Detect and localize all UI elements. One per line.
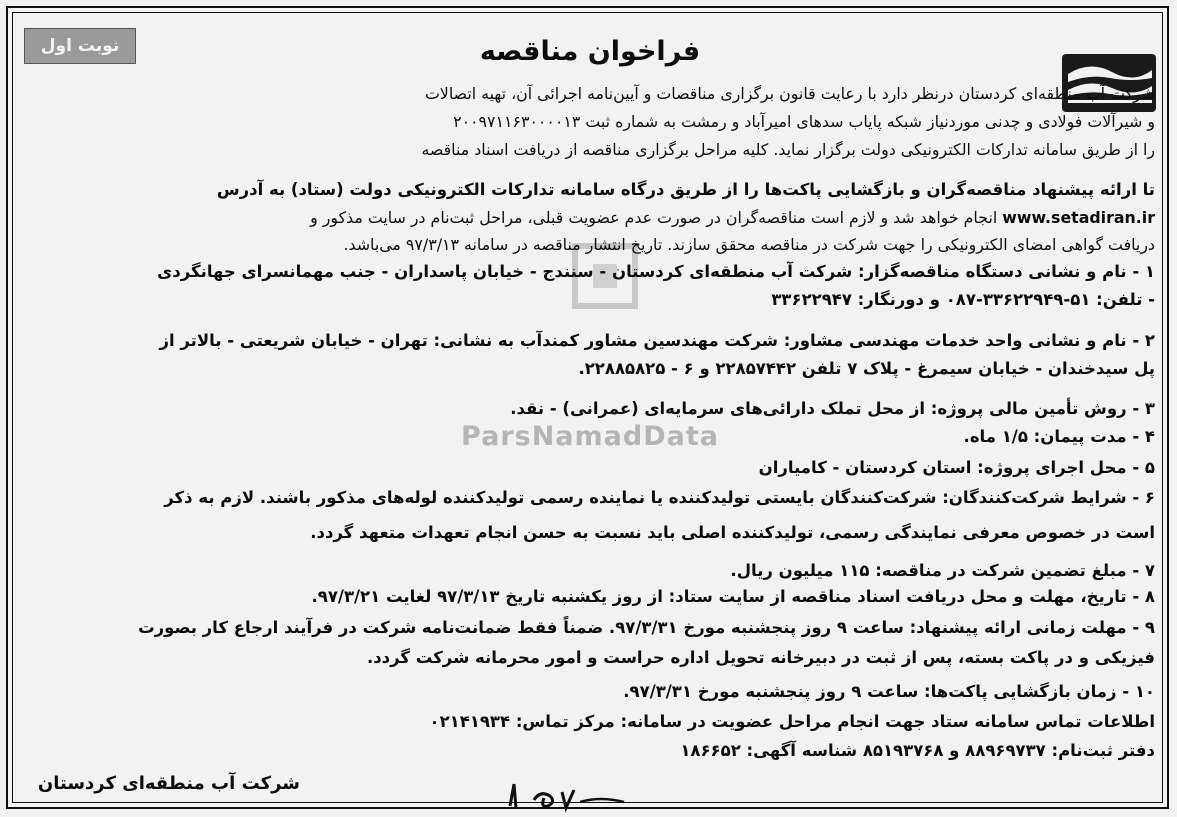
contact-info-line: اطلاعات تماس سامانه ستاد جهت انجام مراحل عضویت در سامانه: مرکز تماس: ۰۲۱۴۱۹۳۴ [429, 712, 1155, 731]
item-2-line-1: ۲ - نام و نشانی واحد خدمات مهندسی مشاور: شرکت مهندسین مشاور کمندآب به نشانی: تهران - خیابان شریعتی - بالاتر از [159, 331, 1155, 350]
item-9-line-2: فیزیکی و در پاکت بسته، پس از ثبت در دبیرخانه تحویل اداره حراست و امور محرمانه شرکت گردد. [366, 648, 1155, 667]
intro-line-5-text: انجام خواهد شد و لازم است مناقصه‌گران در صورت عدم عضویت قبلی، مراحل ثبت‌نام در سایت مذکور و [310, 208, 998, 227]
intro-line-3: را از طریق سامانه تدارکات الکترونیکی دولت برگزار نماید. کلیه مراحل برگزاری مناقصه از دریافت اسناد مناقصه [421, 140, 1155, 159]
item-7: ۷ - مبلغ تضمین شرکت در مناقصه: ۱۱۵ میلیون ریال. [730, 561, 1155, 580]
item-10: ۱۰ - زمان بازگشایی پاکت‌ها: ساعت ۹ روز پنجشنبه مورخ ۹۷/۳/۳۱. [623, 682, 1155, 701]
item-8: ۸ - تاریخ، مهلت و محل دریافت اسناد مناقصه از سایت ستاد: از روز یکشنبه تاریخ ۹۷/۳/۱۳ لغایت ۹۷/۳/۲۱. [311, 587, 1155, 606]
item-4: ۴ - مدت پیمان: ۱/۵ ماه. [963, 427, 1155, 446]
publication-round-stamp: نوبت اول [24, 28, 136, 64]
intro-line-1: شرکت آب منطقه‌ای کردستان درنظر دارد با رعایت قانون برگزاری مناقصات و آیین‌نامه اجرائی آن، تهیه اتصالات [424, 84, 1155, 103]
intro-line-4: تا ارائه پیشنهاد مناقصه‌گران و بازگشایی پاکت‌ها را از طریق درگاه سامانه تدارکات الکترونیکی دولت (ستاد) به آدرس [216, 180, 1155, 199]
item-1-line-1: ۱ - نام و نشانی دستگاه مناقصه‌گزار: شرکت آب منطقه‌ای کردستان - سنندج - خیابان پاسداران - جنب مهمانسرای جهانگردی [157, 262, 1155, 281]
item-6-line-1: ۶ - شرایط شرکت‌کنندگان: شرکت‌کنندگان بایستی تولیدکننده یا نماینده رسمی تولیدکننده لوله‌های مذکور باشند. لازم به ذکر [164, 488, 1155, 507]
intro-line-6: دریافت گواهی امضای الکترونیکی را جهت شرکت در مناقصه محقق سازند. تاریخ انتشار مناقصه در سامانه ۹۷/۳/۱۳ می‌باشد. [343, 235, 1155, 254]
item-5: ۵ - محل اجرای پروژه: استان کردستان - کامیاران [758, 458, 1155, 477]
tender-title: فراخوان مناقصه [479, 36, 701, 67]
item-9-line-1: ۹ - مهلت زمانی ارائه پیشنهاد: ساعت ۹ روز پنجشنبه مورخ ۹۷/۳/۳۱. ضمناً فقط ضمانت‌نامه شرکت در فرآیند ارجاع کار بصورت [138, 618, 1155, 637]
intro-line-5 [20, 204, 1155, 231]
handwritten-signature [500, 778, 630, 816]
item-2-line-2: پل سیدخندان - خیابان سیمرغ - پلاک ۷ تلفن ۲۲۸۵۷۴۴۲ و ۶ - ۲۲۸۸۵۸۲۵. [578, 359, 1155, 378]
intro-line-2: و شیرآلات فولادی و چدنی موردنیاز شبکه پایاب سدهای امیرآباد و رمشت به شماره ثبت ۲۰۰۹۷۱۱۶۳۰۰۰۰۱۳ [453, 112, 1155, 131]
footer-organization: شرکت آب منطقه‌ای کردستان [37, 773, 300, 794]
watermark-text: ParsNamadData [461, 421, 719, 452]
setadiran-url[interactable]: www.setadiran.ir [1002, 208, 1155, 227]
item-3: ۳ - روش تأمین مالی پروژه: از محل تملک دارائی‌های سرمایه‌ای (عمرانی) - نقد. [510, 399, 1155, 418]
item-6-line-2: است در خصوص معرفی نمایندگی رسمی، تولیدکننده اصلی باید نسبت به حسن انجام تعهدات متعهد گردد. [310, 523, 1155, 542]
registration-office-line: دفتر ثبت‌نام: ۸۸۹۶۹۷۳۷ و ۸۵۱۹۳۷۶۸ شناسه آگهی: ۱۸۶۶۵۲ [680, 741, 1155, 760]
item-1-line-2: - تلفن: ۵۱-۳۳۶۲۲۹۴۹-۰۸۷ و دورنگار: ۳۳۶۲۲۹۴۷ [771, 290, 1155, 309]
